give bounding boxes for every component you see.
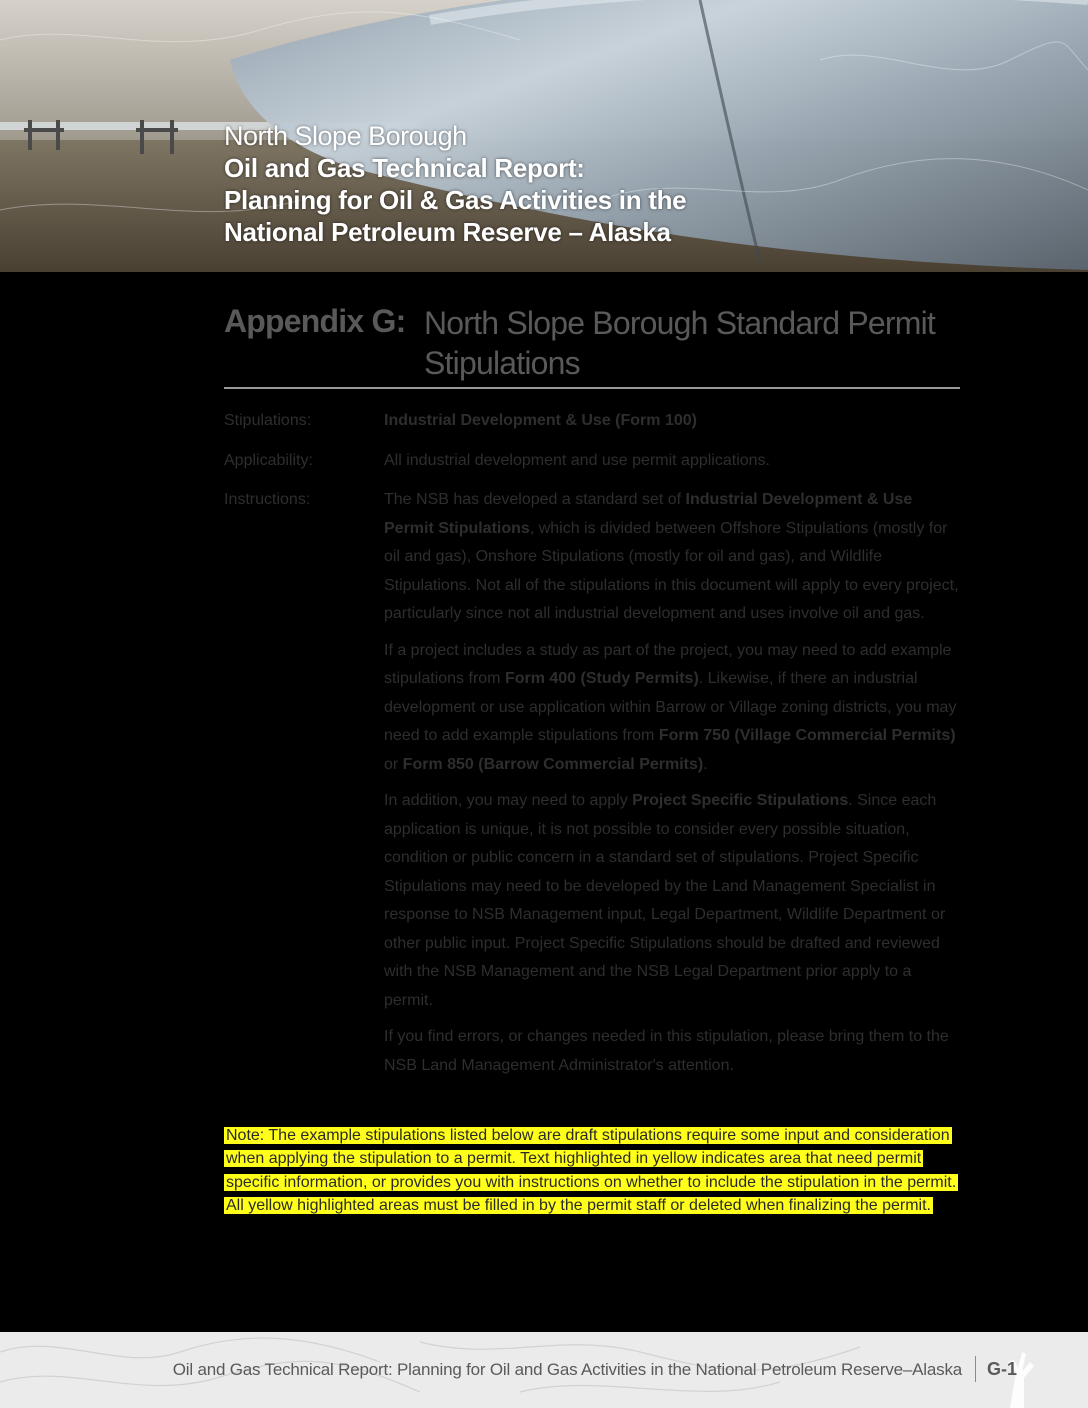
stipulations-value-wrap: [384, 407, 960, 436]
p1-text-c: , which is divided between Offshore Stipulations (mostly for oil and gas), Onshore Stipulations (mostly for oil and gas), and Wildlife Stipulations. Not all of the stipulations in this document will apply to every project, particularly since not all industrial development and uses involve oil and gas.: [384, 519, 959, 622]
organization-name: North Slope Borough: [224, 121, 467, 151]
instructions-label: Instructions:: [224, 491, 311, 508]
p2-text-c: . Likewise, if there an industrial development or use application within Barrow or Village zoning districts, you may need to add example stipulations from: [384, 670, 957, 744]
instructions-paragraph-4: If you find errors, or changes needed in this stipulation, please bring them to the NSB Land Management Administrator's attention.: [384, 1028, 949, 1074]
appendix-title: North Slope Borough Standard Permit Stipulations: [424, 305, 935, 381]
applicability-value: All industrial development and use permit applications.: [384, 452, 770, 469]
instructions-body: [384, 486, 960, 1088]
stipulations-value: Industrial Development & Use (Form 100): [384, 412, 697, 429]
p3-text-c: . Since each application is unique, it is not possible to consider every possible situation, condition or public concern in a standard set of stipulations. Project Specific Stipulations may need to be developed by the Land Management Specialist in response to NSB Management input, Legal Department, Wildlife Department or other public input. Project Specific Stipulations should be drafted and reviewed with the NSB Management and the NSB Legal Department prior apply to a permit.: [384, 792, 946, 1009]
instructions-paragraph-3: [384, 787, 960, 1015]
p2-text-e: or: [384, 755, 403, 773]
footer-divider: [975, 1356, 976, 1382]
p3-bold-project-specific: Project Specific Stipulations: [632, 792, 849, 809]
note-text: Note: The example stipulations listed below are draft stipulations require some input and consideration when applying the stipulation to a permit. Text highlighted in yellow indicates area that need permit specific information, or provides you with instructions on whether to include the stipulation in the permit. All yellow highlighted areas must be filled in by the permit staff or deleted when finalizing the permit.: [226, 1127, 957, 1214]
page-footer: [0, 1332, 1088, 1408]
p3-text-a: In addition, you may need to apply: [384, 792, 633, 809]
p2-bold-form-750: Form 750 (Village Commercial Permits): [658, 727, 956, 744]
page-number: G-1: [987, 1359, 1018, 1379]
instructions-paragraph-2: [384, 637, 960, 780]
stipulations-label: Stipulations:: [224, 412, 312, 429]
p1-text-a: The NSB has developed a standard set of: [384, 491, 686, 508]
p2-text-a: If a project includes a study as part of the project, you may need to add example stipulations from: [384, 641, 952, 687]
highlighted-note: [224, 1124, 964, 1217]
footer-report-title: Oil and Gas Technical Report: Planning for Oil and Gas Activities in the National Petroleum Reserve–Alaska: [172, 1360, 962, 1379]
report-title-line-1: Oil and Gas Technical Report:: [224, 153, 585, 183]
report-title-line-3: National Petroleum Reserve – Alaska: [224, 217, 671, 247]
p2-bold-form-850: Form 850 (Barrow Commercial Permits): [402, 755, 704, 773]
p1-bold-form-name: Industrial Development & Use Permit Stipulations: [384, 491, 913, 537]
report-title-block: [224, 120, 686, 248]
appendix-heading: [224, 303, 960, 389]
p2-bold-form-400: Form 400 (Study Permits): [504, 670, 699, 687]
p2-text-g: .: [703, 755, 708, 773]
applicability-label: Applicability:: [224, 452, 313, 469]
header-banner: [0, 0, 1088, 272]
report-title-line-2: Planning for Oil & Gas Activities in the: [224, 185, 687, 215]
instructions-paragraph-1: [384, 486, 960, 629]
appendix-label: Appendix G:: [224, 303, 406, 339]
